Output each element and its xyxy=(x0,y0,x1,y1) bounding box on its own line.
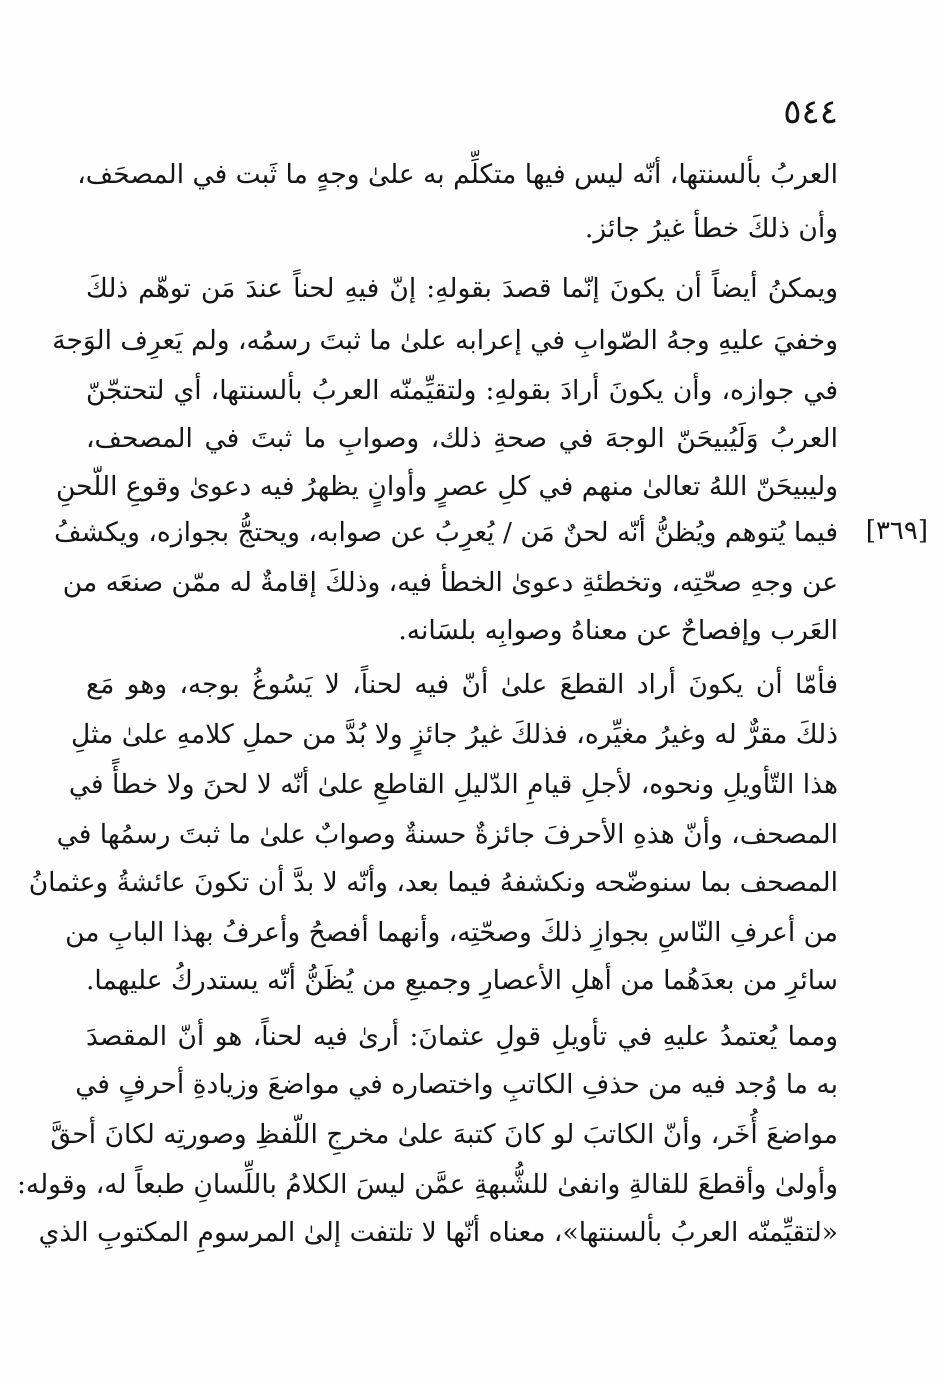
text-line: مواضعَ أُخَر، وأنّ الكاتبَ لو كانَ كتبهَ علىٰ مخرجِ اللّفظِ وصورتِه لكانَ أحقَّ xyxy=(50,1119,838,1150)
text-line: وأن ذلكَ خطأ غيرُ جائز. xyxy=(584,213,838,244)
margin-reference: [٣٦٩] xyxy=(865,516,928,546)
text-line: ذلكَ مقرٌّ له وغيرُ مغيِّره، فذلكَ غيرُ جائزٍ ولا بُدَّ من حملِ كلامهِ علىٰ مثلِ xyxy=(71,719,838,750)
text-line: العربُ بألسنتها، أنّه ليس فيها متكلِّم به علىٰ وجهٍ ما ثَبت في المصحَف، xyxy=(77,159,838,190)
text-line: المصحف، وأنّ هذهِ الأحرفَ جائزةٌ حسنةٌ وصوابٌ علىٰ ما ثبتَ رسمُها في xyxy=(56,819,838,850)
text-line: وليبيحَنّ اللهُ تعالىٰ منهم في كلِ عصرٍ وأوانٍ يظهرُ فيه دعوىٰ وقوعِ اللّحنِ xyxy=(55,471,838,502)
text-line: وأولىٰ وأقطعَ للقالةِ وانفىٰ للشُّبهةِ عمَّن ليسَ الكلامُ باللِّسانِ طبعاً له، وقوله: xyxy=(16,1169,838,1200)
text-line: من أعرفِ النّاسِ بجوازِ ذلكَ وصحّتِه، وأنهما أفصحُ وأعرفُ بهذا البابِ من xyxy=(65,917,838,948)
text-line: عن وجهِ صحّتِه، وتخطئةِ دعوىٰ الخطأ فيه، وذلكَ إقامةٌ له ممّن صنعَه من xyxy=(62,567,838,598)
text-line: في جوازه، وأن يكونَ أرادَ بقولهِ: ولتقيِّمنّه العربُ بألسنتها، أي لتحتجّنّ xyxy=(86,375,838,406)
text-line: المصحف بما سنوضّحه ونكشفهُ فيما بعد، وأنّه لا بدَّ أن تكونَ عائشةُ وعثمانُ xyxy=(28,867,838,898)
page-number: ٥٤٤ xyxy=(783,92,838,132)
text-line: العَرب وإفصاحٌ عن معناهُ وصوابِه بلسَانه. xyxy=(398,615,838,646)
text-line: فأمّا أن يكونَ أراد القطعَ علىٰ أنّ فيه لحناً، لا يَسُوغُ بوجه، وهو مَع xyxy=(86,669,838,700)
text-line: ويمكنُ أيضاً أن يكونَ إنّما قصدَ بقولهِ: إنّ فيهِ لحناً عندَ مَن توهّم ذلكَ xyxy=(86,273,838,304)
text-line: العربُ وَلَيُبيحَنّ الوجهَ في صحةِ ذلك، وصوابِ ما ثبتَ في المصحف، xyxy=(86,423,838,454)
text-line: «لتقيِّمنّه العربُ بألسنتها»، معناه أنّها لا تلتفت إلىٰ المرسومِ المكتوبِ الذي xyxy=(38,1217,838,1248)
text-line: فيما يُتوهم ويُظنُّ أنّه لحنٌ مَن / يُعرِبُ عن صوابه، ويحتجُّ بجوازه، ويكشفُ xyxy=(54,517,838,548)
text-line: سائرِ من بعدَهُما من أهلِ الأعصارِ وجميعِ من يُظَنُّ أنّه يستدركُ عليهما. xyxy=(85,965,838,996)
text-line: ومما يُعتمدُ عليهِ في تأويلِ قولِ عثمانَ: أرىٰ فيه لحناً، هو أنّ المقصدَ xyxy=(86,1021,838,1052)
text-line: هذا التّأويلِ ونحوه، لأجلِ قيامِ الدّليلِ القاطعِ علىٰ أنّه لا لحنَ ولا خطأً في xyxy=(68,769,838,800)
text-line: وخفيَ عليهِ وجهُ الصّوابِ في إعرابه علىٰ ما ثبتَ رسمُه، ولم يَعرِف الوَجهَ xyxy=(52,325,838,356)
text-line: به ما وُجد فيه من حذفِ الكاتبِ واختصاره في مواضعَ وزيادةِ أحرفٍ في xyxy=(75,1069,838,1100)
